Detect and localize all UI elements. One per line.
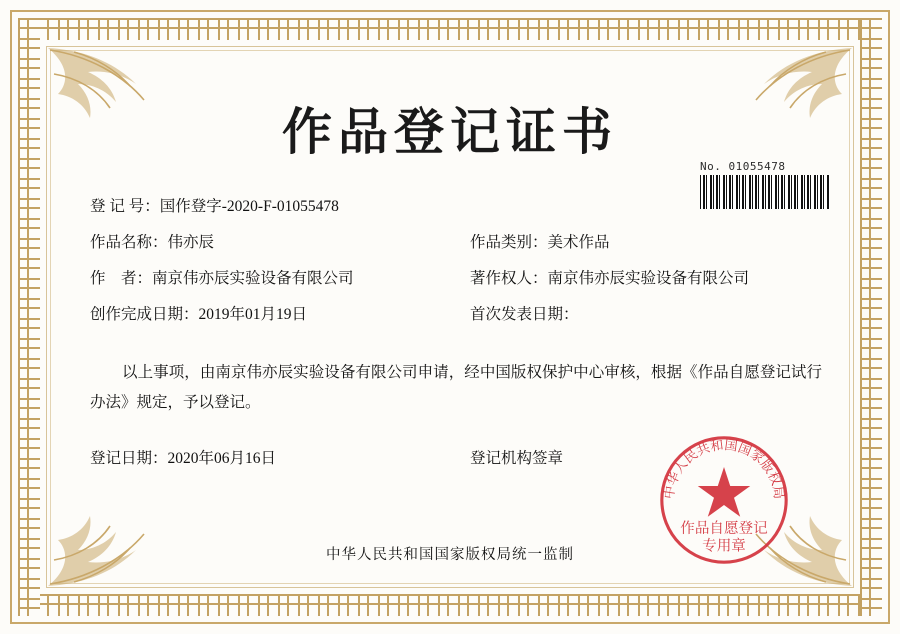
barcode-number: [700, 160, 832, 173]
registration-date: [90, 446, 470, 468]
registration-date-value: 2020年06月16日: [167, 450, 277, 467]
registration-date-label: 登记日期：: [90, 450, 168, 467]
field-row: [90, 302, 830, 324]
barcode-icon: [700, 175, 830, 209]
barcode-label: No.: [700, 160, 722, 173]
barcode-block: [700, 160, 832, 209]
field-label: 首次发表日期：: [470, 306, 579, 323]
field-label: 登 记 号：: [90, 198, 160, 215]
field-label: 作品类别：: [470, 234, 548, 251]
field-row: [90, 230, 830, 252]
field-label: 作 者：: [90, 270, 153, 287]
field-value: 南京伟亦辰实验设备有限公司: [547, 270, 750, 287]
bottom-note: 中华人民共和国国家版权局统一监制: [326, 547, 574, 563]
border-pattern-top: [18, 18, 882, 40]
body-paragraph: [60, 358, 840, 418]
barcode-value: 01055478: [728, 160, 786, 173]
page-title: 作品登记证书: [282, 104, 618, 160]
field-value: 伟亦辰: [167, 234, 215, 251]
signature-label: 登记机构签章: [470, 450, 564, 467]
border-pattern-bottom: [18, 594, 882, 616]
field-value: 国作登字-2020-F-01055478: [159, 198, 339, 215]
field-label: 创作完成日期：: [90, 306, 199, 323]
svg-text:专用章: 专用章: [702, 538, 746, 555]
field-label: 著作权人：: [470, 270, 548, 287]
official-seal-icon: [656, 432, 792, 568]
field-list: [60, 194, 840, 324]
field-value: 南京伟亦辰实验设备有限公司: [152, 270, 354, 287]
field-value: 美术作品: [547, 234, 610, 251]
field-row: [90, 266, 830, 288]
border-pattern-right: [860, 18, 882, 616]
svg-text:中华人民共和国国家版权局: 中华人民共和国国家版权局: [661, 437, 787, 500]
field-label: 作品名称：: [90, 234, 168, 251]
border-pattern-left: [18, 18, 40, 616]
field-value: 2019年01月19日: [198, 306, 308, 323]
body-text: 以上事项，由南京伟亦辰实验设备有限公司申请，经中国版权保护中心审核，根据《作品自愿登记试行办法》规定，予以登记。: [90, 364, 822, 411]
svg-text:作品自愿登记: 作品自愿登记: [680, 521, 768, 538]
